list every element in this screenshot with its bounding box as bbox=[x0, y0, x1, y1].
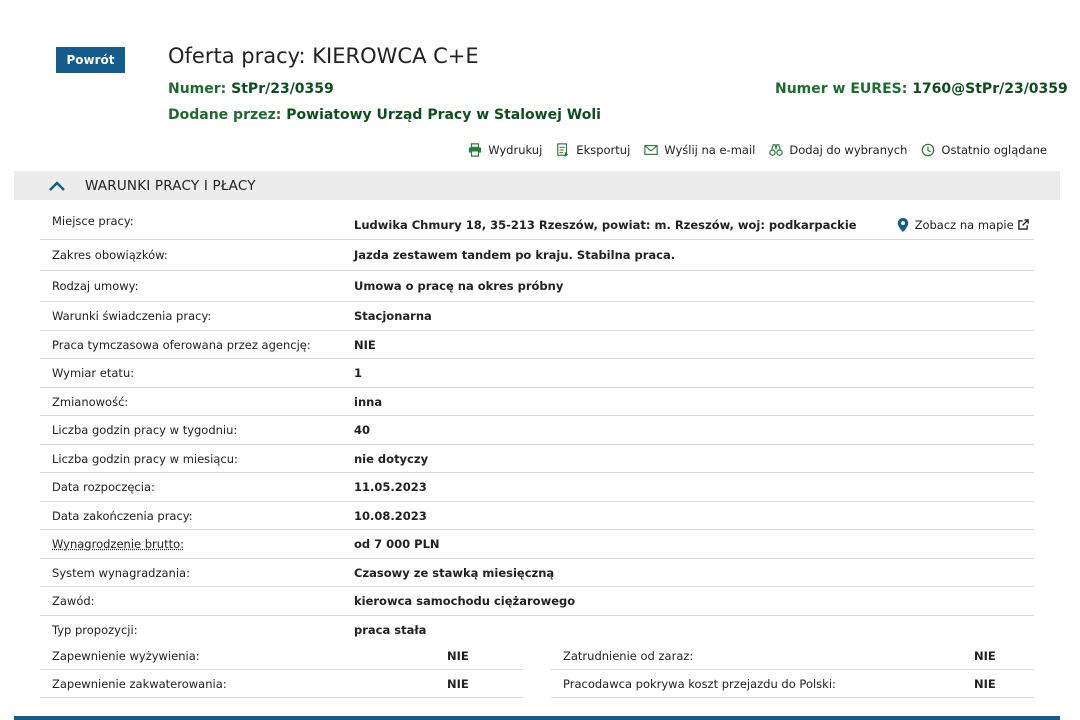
row-value: NIE bbox=[447, 676, 469, 691]
row-value: od 7 000 PLN bbox=[354, 537, 440, 551]
row-value: kierowca samochodu ciężarowego bbox=[354, 594, 576, 608]
eures-number bbox=[775, 81, 1068, 97]
added-by-label: Dodane przez: bbox=[168, 107, 282, 123]
row-value: NIE bbox=[447, 648, 469, 663]
action-toolbar bbox=[454, 143, 1047, 157]
table-row bbox=[40, 271, 1034, 302]
table-row bbox=[40, 530, 1034, 559]
table-row bbox=[40, 416, 1034, 445]
table-row bbox=[40, 331, 1034, 359]
back-button[interactable]: Powrót bbox=[56, 47, 125, 73]
row-label: Data rozpoczęcia: bbox=[52, 480, 155, 494]
row-value: 40 bbox=[354, 423, 371, 437]
favorite-label: Dodaj do wybranych bbox=[789, 143, 908, 157]
row-label: Data zakończenia pracy: bbox=[52, 508, 193, 523]
salary-tooltip-label[interactable]: Wynagrodzenie brutto: bbox=[52, 537, 184, 551]
printer-icon bbox=[468, 143, 482, 157]
table-row bbox=[40, 559, 1034, 587]
job-details-table bbox=[40, 208, 1034, 644]
row-value: Czasowy ze stawką miesięczną bbox=[354, 565, 555, 580]
row-value: nie dotyczy bbox=[354, 451, 429, 466]
table-row bbox=[40, 302, 1034, 331]
table-row bbox=[40, 587, 1034, 616]
row-value: Umowa o pracę na okres próbny bbox=[354, 279, 564, 293]
row-label: Pracodawca pokrywa koszt przejazdu do Polski: bbox=[563, 676, 836, 691]
row-label: Wymiar etatu: bbox=[52, 366, 135, 380]
eures-number-label: Numer w EURES: bbox=[775, 81, 908, 97]
row-value: Stacjonarna bbox=[354, 309, 432, 323]
row-value: 11.05.2023 bbox=[354, 480, 427, 494]
email-label: Wyślij na e-mail bbox=[664, 143, 756, 157]
section-title: WARUNKI PRACY I PŁACY bbox=[85, 177, 256, 194]
mail-icon bbox=[644, 143, 658, 157]
row-label[interactable] bbox=[40, 537, 352, 551]
map-link[interactable] bbox=[897, 218, 1029, 232]
row-value: 1 bbox=[354, 366, 363, 380]
export-button[interactable] bbox=[556, 143, 630, 157]
offer-number bbox=[168, 81, 334, 97]
page-title: Oferta pracy: KIEROWCA C+E bbox=[168, 44, 479, 68]
row-value: NIE bbox=[974, 676, 996, 691]
row-label: Rodzaj umowy: bbox=[52, 279, 139, 293]
email-button[interactable] bbox=[644, 143, 755, 157]
binoculars-icon bbox=[769, 143, 783, 157]
export-label: Eksportuj bbox=[576, 143, 631, 157]
row-label: Zawód: bbox=[52, 594, 95, 608]
table-row bbox=[551, 642, 1034, 670]
print-button[interactable] bbox=[468, 143, 542, 157]
row-label: Typ propozycji: bbox=[52, 623, 138, 637]
print-label: Wydrukuj bbox=[488, 143, 543, 157]
table-row bbox=[40, 240, 1034, 271]
table-row bbox=[40, 359, 1034, 388]
clock-icon bbox=[921, 143, 935, 157]
extra-conditions-right bbox=[551, 642, 1034, 698]
external-link-icon bbox=[1018, 219, 1029, 230]
recent-button[interactable] bbox=[921, 143, 1047, 157]
work-location-value: Ludwika Chmury 18, 35-213 Rzeszów, powiat: m. Rzeszów, woj: podkarpackie bbox=[354, 217, 857, 232]
row-value: Jazda zestawem tandem po kraju. Stabilna praca. bbox=[354, 248, 676, 262]
table-row bbox=[40, 208, 1034, 240]
table-row bbox=[551, 670, 1034, 698]
row-label: Zmianowość: bbox=[52, 394, 129, 409]
row-label: System wynagradzania: bbox=[52, 565, 190, 580]
table-row bbox=[40, 616, 1034, 644]
table-row bbox=[40, 473, 1034, 502]
map-link-label: Zobacz na mapie bbox=[914, 217, 1014, 232]
eures-number-value: 1760@StPr/23/0359 bbox=[912, 81, 1068, 97]
bottom-divider bbox=[14, 716, 1060, 720]
recent-label: Ostatnio oglądane bbox=[941, 143, 1047, 157]
extra-conditions-left bbox=[40, 642, 523, 698]
table-row bbox=[40, 388, 1034, 416]
section-toggle[interactable] bbox=[14, 171, 1060, 200]
row-label: Miejsce pracy: bbox=[52, 214, 134, 228]
row-label: Warunki świadczenia pracy: bbox=[52, 309, 212, 323]
row-label: Liczba godzin pracy w tygodniu: bbox=[52, 423, 238, 437]
offer-number-label: Numer: bbox=[168, 81, 227, 97]
added-by-value: Powiatowy Urząd Pracy w Stalowej Woli bbox=[286, 107, 601, 123]
table-row bbox=[40, 670, 523, 698]
row-label: Zatrudnienie od zaraz: bbox=[563, 648, 694, 663]
map-pin-icon bbox=[897, 218, 909, 232]
table-row bbox=[40, 642, 523, 670]
extra-conditions bbox=[40, 642, 1034, 698]
row-label: Zakres obowiązków: bbox=[52, 248, 168, 262]
row-label: Liczba godzin pracy w miesiącu: bbox=[52, 451, 238, 466]
row-label: Zapewnienie wyżywienia: bbox=[52, 648, 200, 663]
row-value: 10.08.2023 bbox=[354, 508, 427, 523]
row-label: Praca tymczasowa oferowana przez agencję: bbox=[52, 337, 311, 352]
offer-number-value: StPr/23/0359 bbox=[231, 81, 334, 97]
chevron-up-icon bbox=[49, 181, 65, 191]
row-value: inna bbox=[354, 394, 383, 409]
table-row bbox=[40, 502, 1034, 530]
favorite-button[interactable] bbox=[769, 143, 907, 157]
row-value bbox=[352, 216, 1034, 232]
table-row bbox=[40, 445, 1034, 473]
row-value: NIE bbox=[354, 337, 376, 352]
row-label: Zapewnienie zakwaterowania: bbox=[52, 676, 227, 691]
added-by bbox=[168, 107, 601, 123]
export-icon bbox=[556, 143, 570, 157]
row-value: NIE bbox=[974, 648, 996, 663]
row-value: praca stała bbox=[354, 623, 427, 637]
